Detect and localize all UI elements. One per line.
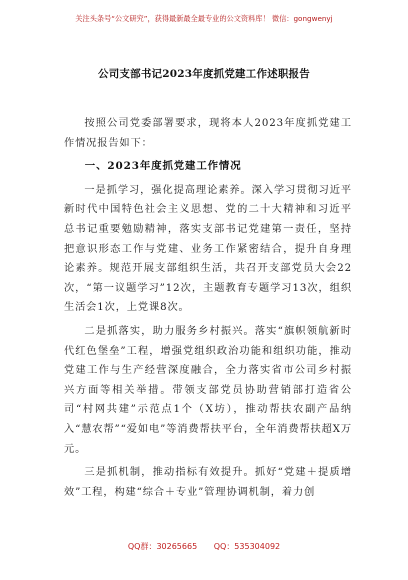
- document-body: [64, 114, 352, 506]
- paragraph-implementation: 二是抓落实，助力服务乡村振兴。落实“旗帜领航新时代红色堡垒”工程，增强党组织政治功能和组织功能，推动党建工作与生产经营深度融合，全力落实省市公司乡村振兴方面等相关举措。带领支部党员协助营销部打造省公司“村网共建”示范点1个（X坊），推动帮扶农副产品纳入“慧农帮”“爱如电”等消费帮扶平台，全年消费帮扶超X万元。: [64, 325, 352, 455]
- qq-group-number: QQ群：30265665: [127, 542, 198, 551]
- paragraph-study: 一是抓学习，强化提高理论素养。深入学习贯彻习近平新时代中国特色社会主义思想、党的二十大精神和习近平总书记重要勉励精神，落实支部书记党建第一责任，坚持把意识形态工作与党建、业务工作紧密结合，提升自身理论素养。规范开展支部组织生活，共召开支部党员大会22次，“第一议题学习”12次，主题教育专题学习13次，组织生活会1次，上党课8次。: [64, 184, 352, 314]
- qq-number: QQ：535304092: [213, 542, 281, 551]
- header-promo-banner: 关注头条号“公文研究”，获得最新最全最专业的公文资料库！ 微信：gongwenyj: [75, 14, 333, 23]
- intro-paragraph: 按照公司党委部署要求，现将本人2023年度抓党建工作情况报告如下：: [64, 118, 352, 149]
- section-heading: 一、2023年度抓党建工作情况: [84, 160, 242, 173]
- paragraph-mechanism: 三是抓机制，推动指标有效提升。抓好“党建＋提质增效”工程，构建“综合＋专业”管理协调机制，着力创: [64, 467, 352, 498]
- footer-contact-banner: [0, 541, 408, 552]
- document-title: 公司支部书记2023年度抓党建工作述职报告: [98, 68, 310, 80]
